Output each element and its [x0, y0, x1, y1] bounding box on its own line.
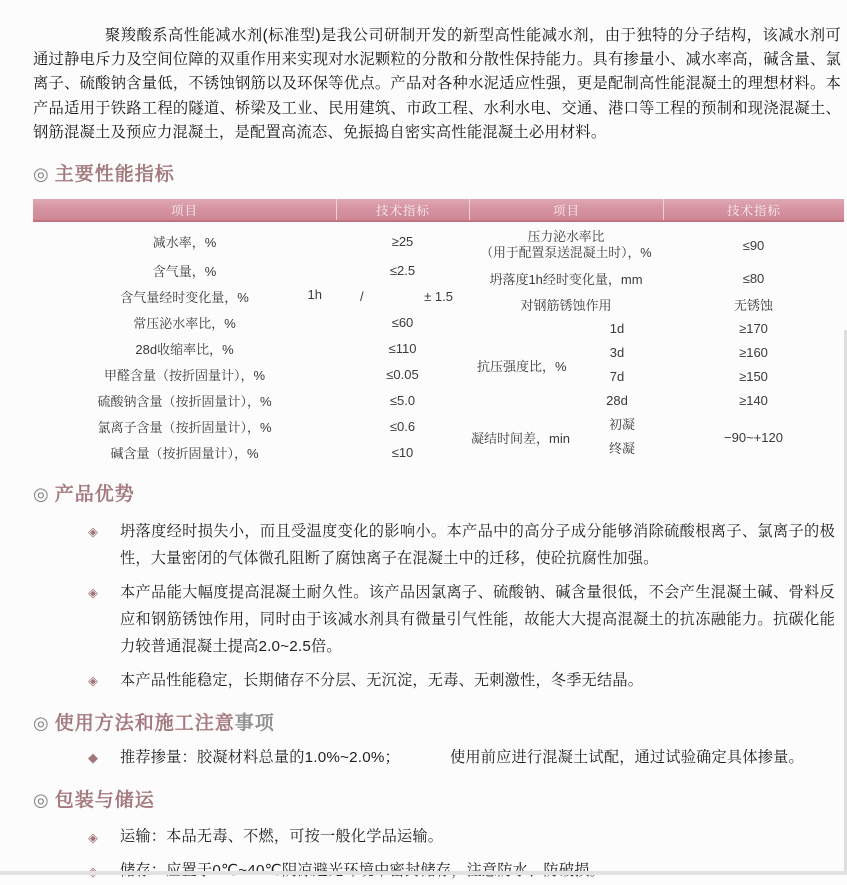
row-item-label: [469, 229, 663, 261]
row-value: ≤90: [742, 237, 765, 253]
section-title: 包装与储运: [54, 790, 155, 812]
row-item-label: 氯离子含量（按折固量计），%: [97, 419, 272, 435]
row-value: ≥140: [739, 393, 768, 409]
setting-sub-label: 终凝: [608, 441, 635, 457]
row-item-label: 常压泌水率比，%: [133, 315, 236, 331]
row-item-label: [33, 287, 336, 306]
group-age-column: [571, 317, 663, 413]
row-value: ≥160: [739, 345, 768, 361]
bullet-text: 运输：本品无毒、不燃，可按一般化学品运输。: [120, 828, 444, 846]
row-item-label: [469, 317, 663, 413]
advantage-bullet: [33, 518, 843, 572]
table-header-cell: 技术指标: [663, 199, 844, 220]
group-sub-column: [581, 413, 663, 461]
row-item-label: 含气量，%: [152, 263, 217, 279]
table-row: [33, 309, 469, 335]
table-row-group-setting: [469, 413, 844, 461]
row-value: ≤10: [391, 444, 414, 460]
section-heading-performance: [33, 161, 843, 188]
row-value: ≤5.0: [389, 392, 416, 408]
table-header-cell: 技术指标: [336, 199, 469, 220]
bullet-text: 本产品性能稳定，长期储存不分层、无沉淀，无毒、无刺激性，冬季无结晶。: [120, 672, 644, 690]
row-item-label: 坍落度1h经时变化量，mm: [489, 271, 643, 287]
section-title: 使用方法和施工注意: [54, 713, 235, 735]
table-row: [469, 291, 844, 317]
diamond-bullet-icon: ◆: [88, 750, 98, 766]
row-item-label: 甲醛含量（按折固量计），%: [103, 367, 266, 383]
table-row: [33, 361, 469, 387]
row-value: ≤60: [391, 314, 414, 330]
row-item-label: 碱含量（按折固量计），%: [110, 445, 259, 461]
bullet-text: 坍落度经时损失小，而且受温度变化的影响小。本产品中的高分子成分能够消除硫酸根离子、氯离子的极性，大量密闭的气体微孔阻断了腐蚀离子在混凝土中的迁移，使砼抗腐性加强。: [120, 523, 835, 568]
bullet-text: [120, 744, 843, 771]
section-heading-packaging: [33, 787, 843, 814]
section-title-tail: 事项: [234, 713, 275, 735]
row-item-label: 减水率，%: [152, 234, 217, 250]
slash-separator: /: [360, 288, 364, 304]
scan-edge-bottom: [0, 871, 847, 875]
table-header-cell: 项目: [170, 203, 198, 218]
row-item-label: 硫酸钠含量（按折固量计），%: [97, 393, 272, 409]
row-value: ≥150: [739, 369, 768, 385]
table-left-half: [33, 225, 469, 465]
diamond-bullet-icon: ◈: [88, 524, 98, 540]
section-title: 主要性能指标: [54, 164, 175, 186]
circle-marker-icon: ◎: [33, 790, 50, 811]
row-value-column: [663, 317, 844, 413]
row-value: ≤80: [742, 270, 765, 286]
row-value: ≤0.05: [386, 366, 419, 382]
table-row: [33, 439, 469, 465]
advantage-bullet: [33, 579, 843, 660]
row-item-line2: （用于配置泵送混凝土时），%: [480, 245, 652, 261]
row-value: ≤2.5: [389, 262, 416, 278]
section-heading-usage: [33, 710, 843, 737]
table-row-group-strength: [469, 317, 844, 413]
row-item-label: 对钢筋锈蚀作用: [520, 297, 612, 313]
row-value: ≥170: [739, 321, 768, 337]
performance-table: [33, 199, 844, 465]
group-label: 凝结时间差，min: [471, 430, 570, 446]
row-item-line1: 压力泌水率比: [527, 229, 605, 245]
table-row: [33, 387, 469, 413]
circle-marker-icon: ◎: [33, 713, 50, 734]
row-item-label: [469, 413, 663, 461]
table-row: [469, 225, 844, 265]
section-title: 产品优势: [54, 484, 135, 506]
table-body: [33, 222, 844, 465]
age-label: 1d: [609, 321, 625, 337]
row-value: [336, 289, 469, 304]
circle-marker-icon: ◎: [33, 484, 50, 505]
age-label: 3d: [609, 345, 625, 361]
packaging-bullet: [33, 824, 843, 851]
dosage-text: 推荐掺量：胶凝材料总量的1.0%~2.0%；: [120, 749, 400, 767]
row-item-label: 28d收缩率比，%: [135, 341, 234, 357]
setting-sub-label: 初凝: [608, 417, 635, 433]
table-header-cell: 项目: [469, 199, 663, 220]
table-row: [33, 225, 469, 257]
diamond-bullet-icon: ◈: [88, 673, 98, 689]
group-label: 抗压强度比，%: [477, 358, 567, 374]
intro-paragraph: 聚羧酸系高性能减水剂(标准型)是我公司研制开发的新型高性能减水剂，由于独特的分子结构，该减水剂可通过静电斥力及空间位障的双重作用来实现对水泥颗粒的分散和分散性保持能力。具有掺量小、减水率高，碱含量、氯离子、硫酸钠含量低，不锈蚀钢筋以及环保等优点。产品对各种水泥适应性强，更是配制高性能混凝土的理想材料。本产品适用于铁路工程的隧道、桥梁及工业、民用建筑、市政工程、水利水电、交通、港口等工程的预制和现浇混凝土、钢筋混凝土及预应力混凝土，是配置高流态、免振捣自密实高性能混凝土必用材料。: [33, 27, 841, 141]
section-heading-advantages: [33, 481, 843, 508]
row-value: −90~+120: [724, 429, 783, 445]
advantage-bullet: [33, 667, 843, 694]
table-row: [33, 283, 469, 309]
row-value: ≥25: [391, 233, 414, 249]
table-right-half: [469, 225, 844, 465]
table-row: [33, 257, 469, 283]
row-value-text: ± 1.5: [424, 288, 453, 304]
diamond-bullet-icon: ◈: [88, 585, 98, 601]
diamond-bullet-icon: ◈: [88, 830, 98, 846]
circle-marker-icon: ◎: [33, 164, 50, 185]
row-value: 无锈蚀: [733, 297, 773, 313]
table-row: [33, 335, 469, 361]
age-label: 7d: [609, 369, 625, 385]
row-value: ≤0.6: [389, 418, 416, 434]
usage-bullet: [33, 744, 843, 771]
row-time-label: 1h: [307, 286, 322, 302]
table-row: [469, 265, 844, 291]
row-item-text: 含气量经时变化量，%: [120, 289, 249, 305]
row-value: ≤110: [388, 340, 417, 356]
table-header-row: [33, 199, 844, 222]
table-row: [33, 413, 469, 439]
bullet-text: 本产品能大幅度提高混凝土耐久性。该产品因氯离子、硫酸钠、碱含量很低，不会产生混凝土碱、骨料反应和钢筋锈蚀作用，同时由于该减水剂具有微量引气性能，故能大大提高混凝土的抗冻融能力。抗碳化能力较普通混凝土提高2.0~2.5倍。: [120, 584, 835, 656]
age-label: 28d: [606, 393, 628, 409]
trial-note-text: 使用前应进行混凝土试配，通过试验确定具体掺量。: [449, 749, 804, 767]
